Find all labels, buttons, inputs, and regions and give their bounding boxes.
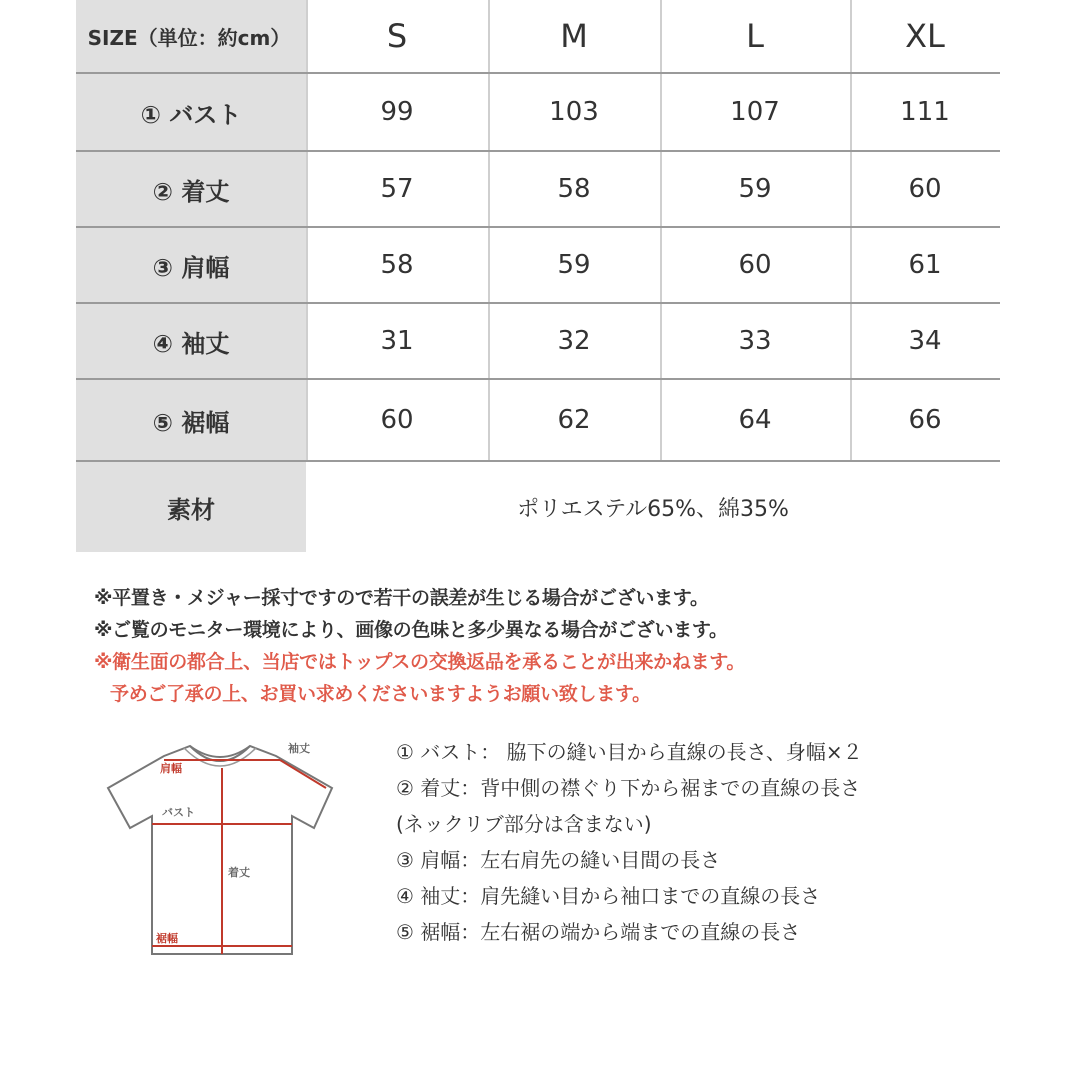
row-label-length: ② 着丈	[76, 152, 306, 226]
tshirt-outline-icon	[100, 732, 340, 962]
table-row	[76, 304, 1000, 378]
diagram-label-bust: バスト	[162, 806, 195, 819]
table-row	[76, 74, 1000, 150]
grid-line	[850, 0, 852, 460]
note-measurement: ※平置き・メジャー採寸ですので若干の誤差が生じる場合がございます。	[94, 587, 709, 609]
measurement-definitions	[396, 734, 1036, 950]
notes-block	[94, 582, 994, 710]
table-cell: 33	[738, 326, 772, 356]
definition-item: ⑤ 裾幅：左右裾の端から端までの直線の長さ	[396, 920, 801, 944]
row-label-hem: ⑤ 裾幅	[76, 380, 306, 460]
row-label-bust: ① バスト	[76, 74, 306, 150]
note-acknowledge: 予めご了承の上、お買い求めくださいますようお願い致します。	[110, 683, 651, 705]
table-row	[76, 228, 1000, 302]
grid-line	[660, 0, 662, 460]
material-value: ポリエステル65%、綿35%	[517, 496, 789, 522]
size-l-header: L	[746, 17, 764, 55]
grid-line	[76, 150, 1000, 152]
table-cell: 66	[908, 405, 942, 435]
grid-line	[76, 378, 1000, 380]
table-cell: 64	[738, 405, 772, 435]
table-cell: 60	[908, 174, 942, 204]
material-row	[76, 462, 1000, 552]
row-label-sleeve: ④ 袖丈	[76, 304, 306, 378]
table-cell: 111	[900, 97, 950, 127]
table-cell: 34	[908, 326, 942, 356]
size-header-label: SIZE（単位：約cm）	[76, 0, 306, 72]
grid-line	[488, 0, 490, 460]
tshirt-diagram	[100, 732, 340, 962]
size-table	[76, 0, 1000, 552]
table-cell: 59	[738, 174, 772, 204]
diagram-label-length: 着丈	[228, 866, 250, 879]
grid-line	[76, 460, 1000, 462]
table-cell: 32	[557, 326, 591, 356]
definition-item: ② 着丈：背中側の襟ぐり下から裾までの直線の長さ	[396, 776, 861, 800]
grid-line	[76, 302, 1000, 304]
definition-item: (ネックリブ部分は含まない)	[396, 812, 652, 836]
size-m-header: M	[560, 17, 588, 55]
table-cell: 99	[380, 97, 414, 127]
diagram-label-hem: 裾幅	[156, 932, 178, 945]
table-cell: 60	[380, 405, 414, 435]
table-row	[76, 152, 1000, 226]
table-cell: 103	[549, 97, 599, 127]
row-label-shoulder: ③ 肩幅	[76, 228, 306, 302]
table-cell: 59	[557, 250, 591, 280]
definition-item: ① バスト： 脇下の縫い目から直線の長さ、身幅×２	[396, 740, 863, 764]
table-cell: 58	[557, 174, 591, 204]
grid-line	[76, 226, 1000, 228]
table-row	[76, 380, 1000, 460]
table-cell: 57	[380, 174, 414, 204]
table-cell: 58	[380, 250, 414, 280]
definition-item: ③ 肩幅：左右肩先の縫い目間の長さ	[396, 848, 721, 872]
note-no-returns: ※衛生面の都合上、当店ではトップスの交換返品を承ることが出来かねます。	[94, 651, 746, 673]
table-cell: 61	[908, 250, 942, 280]
table-header-row	[76, 0, 1000, 72]
grid-line	[306, 0, 308, 460]
diagram-label-sleeve: 袖丈	[288, 742, 310, 755]
grid-line	[76, 72, 1000, 74]
size-xl-header: XL	[905, 17, 945, 55]
table-cell: 62	[557, 405, 591, 435]
table-cell: 107	[730, 97, 780, 127]
diagram-label-shoulder: 肩幅	[160, 762, 182, 775]
note-monitor: ※ご覧のモニター環境により、画像の色味と多少異なる場合がございます。	[94, 619, 728, 641]
table-cell: 31	[380, 326, 414, 356]
table-cell: 60	[738, 250, 772, 280]
size-s-header: S	[386, 17, 408, 55]
definition-item: ④ 袖丈：肩先縫い目から袖口までの直線の長さ	[396, 884, 821, 908]
material-label: 素材	[76, 462, 306, 552]
